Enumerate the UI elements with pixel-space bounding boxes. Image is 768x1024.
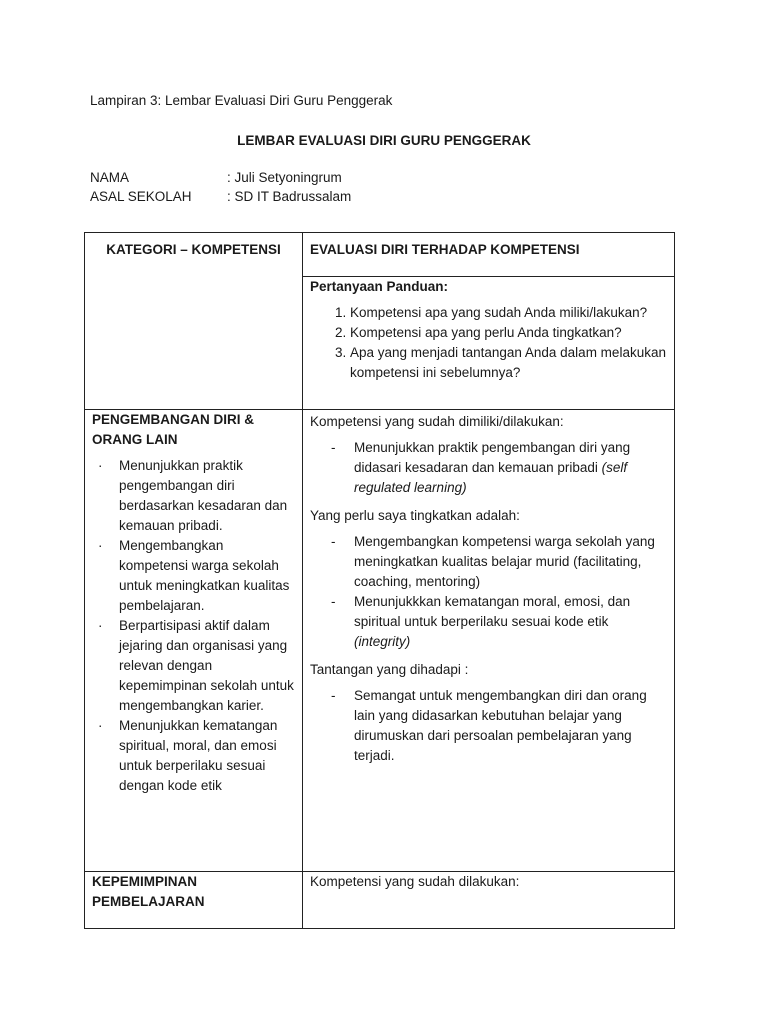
table-row	[85, 872, 675, 929]
evaluation-header-cell	[303, 233, 675, 277]
name-label: NAMA	[90, 170, 130, 185]
school-label: ASAL SEKOLAH	[90, 189, 192, 204]
guide-cell	[303, 277, 675, 410]
guide-question: 2. Kompetensi apa yang perlu Anda tingkatkan?	[350, 323, 667, 343]
improve-label: Yang perlu saya tingkatkan adalah:	[310, 508, 520, 523]
competency-list	[92, 456, 295, 796]
competency-item: · Menunjukkan praktik pengembangan diri berdasarkan kesadaran dan kemauan pribadi.	[119, 456, 295, 536]
challenge-item: - Semangat untuk mengembangkan diri dan orang lain yang didasarkan kebutuhan belajar yang dirumuskan dari persoalan pembelajaran yang terjadi.	[354, 686, 667, 766]
done-list	[310, 438, 667, 498]
guide-title: Pertanyaan Panduan:	[310, 279, 449, 294]
done-label: Kompetensi yang sudah dimiliki/dilakukan:	[310, 414, 564, 429]
table-header-row	[85, 233, 675, 277]
category-title: PENGEMBANGAN DIRI & ORANG LAIN	[92, 412, 255, 447]
name-row	[90, 168, 351, 187]
challenge-list	[310, 686, 667, 766]
category-header: KATEGORI – KOMPETENSI	[106, 242, 281, 257]
guide-question: 1. Kompetensi apa yang sudah Anda miliki/lakukan?	[350, 303, 667, 323]
guide-question: 3. Apa yang menjadi tantangan Anda dalam melakukan kompetensi ini sebelumnya?	[350, 343, 667, 383]
improve-item: - Menunjukkkan kematangan moral, emosi, dan spiritual untuk berperilaku sesuai kode etik (integrity)	[354, 592, 667, 652]
evaluation-header: EVALUASI DIRI TERHADAP KOMPETENSI	[310, 242, 580, 257]
done-label: Kompetensi yang sudah dilakukan:	[310, 874, 520, 889]
guide-question-list	[310, 303, 667, 383]
category-cell	[85, 872, 303, 929]
challenge-label: Tantangan yang dihadapi :	[310, 662, 469, 677]
attachment-title: Lampiran 3: Lembar Evaluasi Diri Guru Penggerak	[90, 93, 393, 108]
document-title: LEMBAR EVALUASI DIRI GURU PENGGERAK	[237, 133, 531, 148]
improve-list	[310, 532, 667, 652]
done-item: - Menunjukkan praktik pengembangan diri yang didasari kesadaran dan kemauan pribadi (self regulated learning)	[354, 438, 667, 498]
competency-item: · Berpartisipasi aktif dalam jejaring dan organisasi yang relevan dengan kepemimpinan sekolah untuk mengembangkan karier.	[119, 616, 295, 716]
category-cell	[85, 410, 303, 872]
competency-item: · Mengembangkan kompetensi warga sekolah untuk meningkatkan kualitas pembelajaran.	[119, 536, 295, 616]
improve-item: - Mengembangkan kompetensi warga sekolah yang meningkatkan kualitas belajar murid (facilitating, coaching, mentoring)	[354, 532, 667, 592]
competency-item: · Menunjukkan kematangan spiritual, moral, dan emosi untuk berperilaku sesuai dengan kode etik	[119, 716, 295, 796]
category-header-cell	[85, 233, 303, 410]
evaluation-table	[84, 232, 675, 929]
evaluation-cell	[303, 410, 675, 872]
name-value: : Juli Setyoningrum	[227, 170, 342, 185]
evaluation-cell	[303, 872, 675, 929]
table-row	[85, 410, 675, 872]
school-row	[90, 187, 351, 206]
category-title: KEPEMIMPINAN PEMBELAJARAN	[92, 874, 205, 909]
identity-info	[90, 168, 351, 206]
school-value: : SD IT Badrussalam	[227, 189, 352, 204]
